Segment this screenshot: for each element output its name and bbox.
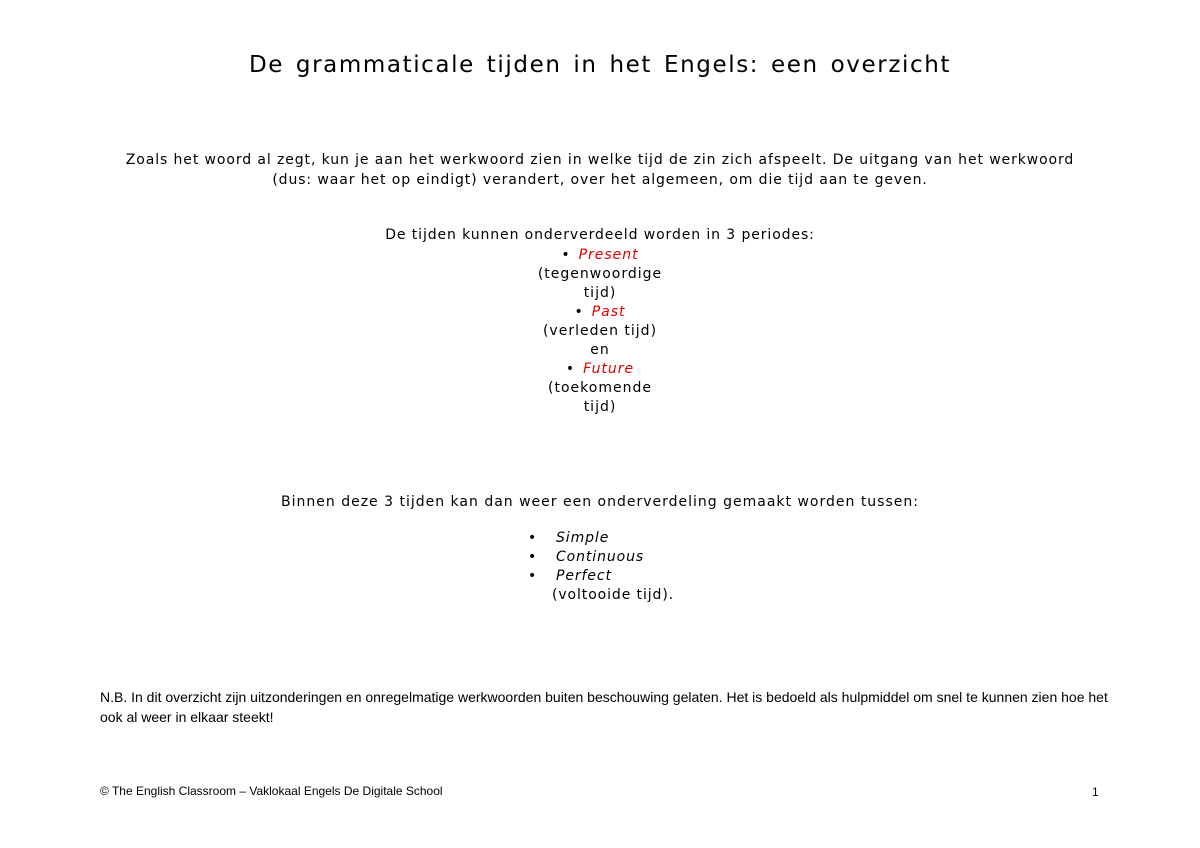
period-present [0,246,1200,265]
subdivision-heading: Binnen deze 3 tijden kan dan weer een onderverdeling gemaakt worden tussen: [281,494,919,510]
aspect-continuous-label: Continuous [556,549,645,565]
nb-note: N.B. In dit overzicht zijn uitzonderingen en onregelmatige werkwoorden buiten beschouwing gelaten. Het is bedoeld als hulpmiddel om snel te kunnen zien hoe het ook al weer in elkaar steekt! [100,689,1108,725]
aspect-continuous [524,548,674,567]
aspect-perfect-note: (voltooide tijd). [552,587,675,603]
periods-heading: De tijden kunnen onderverdeeld worden in 3 periodes: [385,227,815,243]
period-present-desc-2: tijd) [583,285,617,301]
aspect-perfect [524,567,674,586]
bullet-icon: • [528,530,538,546]
footer-copyright: © The English Classroom – Vaklokaal Engels De Digitale School [100,784,443,798]
period-future [0,360,1200,379]
intro-line-1: Zoals het woord al zegt, kun je aan het werkwoord zien in welke tijd de zin zich afspeelt. De uitgang van het werkwoord [125,152,1075,168]
period-connector: en [590,342,610,358]
bullet-icon: • [528,549,538,565]
period-future-name: Future [583,361,635,377]
aspect-perfect-label: Perfect [556,568,612,584]
period-past-desc: (verleden tijd) [542,323,658,339]
period-past [0,303,1200,322]
page-title: De grammaticale tijden in het Engels: een overzicht [248,52,952,78]
intro-paragraph [100,150,1100,190]
bullet-icon: • [561,247,571,263]
intro-line-2: (dus: waar het op eindigt) verandert, over het algemeen, om die tijd aan te geven. [272,172,928,188]
aspect-simple [524,529,674,548]
period-present-name: Present [578,247,639,263]
aspects-list [524,529,674,605]
period-past-name: Past [591,304,626,320]
aspect-simple-label: Simple [556,530,610,546]
page-number: 1 [1092,785,1099,799]
periods-list [0,246,1200,417]
bullet-icon: • [574,304,584,320]
period-future-desc-1: (toekomende [548,380,652,396]
period-future-desc-2: tijd) [583,399,617,415]
bullet-icon: • [528,568,538,584]
bullet-icon: • [565,361,576,377]
period-present-desc-1: (tegenwoordige [537,266,663,282]
